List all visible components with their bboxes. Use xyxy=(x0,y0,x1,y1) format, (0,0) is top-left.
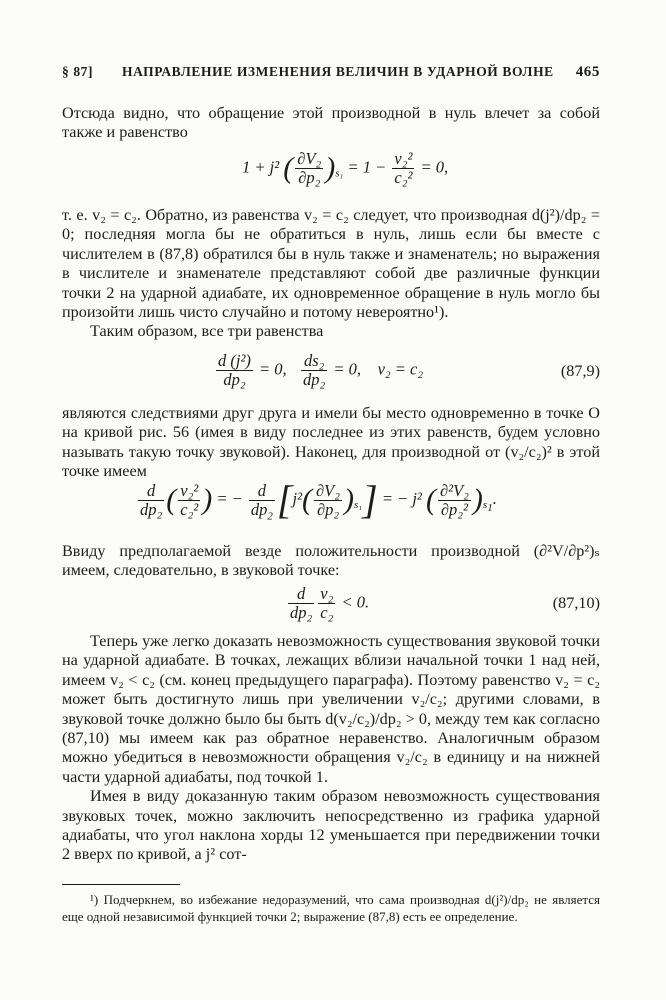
eq4-v: v₂ xyxy=(320,584,334,603)
eq3-dV: ∂V₂ xyxy=(316,480,340,500)
eq1-denominator: ∂p₂ xyxy=(298,168,321,187)
equation-1: 1 + j² ( $\frac{\text{∂V₂}}{\text{∂p₂}}$ )$_{s_1} = 1$ − $\frac{\text{v₂²}}{\text{c₂²}}$ = 0, xyxy=(242,149,449,187)
paragraph-6 xyxy=(62,632,600,865)
eq1-numerator-2: v₂² xyxy=(394,149,413,168)
eq3-subscript: s₁ xyxy=(354,499,363,512)
paragraph-6-text: Теперь уже легко доказать невозможность существования звуковой точки на ударной адиабате. В точках, лежащих вблизи начальной точки 1 над ней, имеем v₂ < c₂ (см. конец предыдущего параграфа). Поэтому равенство v₂ = c₂ может быть достигнуто лишь при увеличении v₂/c₂; другими словами, в звуковой точке должно было бы быть d(v₂/c₂)/dp₂ > 0, между тем как согласно (87,10) мы имеем как раз обратное неравенство. Аналогичным образом можно убедиться в невозможности обращения v₂/c₂ в единицу и на нижней части ударной адиабаты, под точкой 1. xyxy=(62,632,600,786)
paragraph-2-text: т. е. v₂ = c₂. Обратно, из равенства v₂ = c₂ следует, что производная d(j²)/dp₂ = 0; последняя могла бы не обратиться в нуль, лишь если бы вместе с числителем в (87,8) обратился бы в нуль также и знаменатель; но выражения в числителе и знаменателе представляют собой две различные функции точки 2 на ударной адиабате, их одновременное обращение в нуль могло бы произойти лишь чисто случайно и потому невероятно¹). xyxy=(62,206,600,322)
eq3-dp: dp₂ xyxy=(140,499,163,519)
eq3-equals-2: = − j² xyxy=(381,488,422,508)
eq1-subscript: s₁ xyxy=(335,167,344,180)
eq4-dp: dp₂ xyxy=(290,603,313,622)
eq3-d2V: ∂²V₂ xyxy=(440,480,469,500)
paragraph-5-text: Ввиду предполагаемой везде положительности производной (∂²V/∂p²)ₛ имеем, следовательно, в звуковой точке: xyxy=(62,542,600,580)
eq1-denominator-2: c₂² xyxy=(394,168,413,187)
paragraph-1-text: Отсюда видно, что обращение этой производной в нуль влечет за собой также и равенство xyxy=(62,104,600,142)
footnote xyxy=(62,892,600,925)
eq1-middle: = 1 − xyxy=(347,157,387,177)
eq4-inequality: < 0. xyxy=(341,592,370,612)
paragraph-1 xyxy=(62,104,600,143)
page-number: 465 xyxy=(575,64,600,80)
equation-87-10 xyxy=(286,585,369,622)
eq3-dp2: ∂p₂ xyxy=(316,499,340,519)
eq2-numerator-2: ds₂ xyxy=(301,352,327,371)
eq2-denominator-2: dp₂ xyxy=(303,370,326,389)
equation-87-9 xyxy=(214,352,423,389)
eq2-part-3: v₂ = c₂ xyxy=(377,359,424,379)
eq3-d: d xyxy=(138,482,164,501)
eq3-v: v₂² xyxy=(180,480,199,500)
eq3-end: . xyxy=(492,488,497,508)
eq1-numerator: ∂V₂ xyxy=(297,149,322,168)
paragraph-7-text: Имея в виду доказанную таким образом невозможность существования звуковых точек, можно заключить непосредственно из графика ударной адиабаты, что угол наклона хорды 12 уменьшается при передвижении точки 2 вверх по кривой, а j² сот- xyxy=(62,787,600,864)
section-ref: § 87] xyxy=(62,64,94,79)
eq4-d: d xyxy=(288,585,314,604)
eq4-c: c₂ xyxy=(320,603,334,622)
eq1-lhs: 1 + j² xyxy=(242,157,280,177)
eq3-equals: = − xyxy=(216,488,243,508)
paragraph-4 xyxy=(62,404,600,482)
eq3-j: j² xyxy=(292,488,303,508)
paragraph-4-text: являются следствиями друг друга и имели бы место одновременно в точке O на кривой рис. 56 (имея в виду последнее из этих равенств, будем условно называть такую точку звуковой). Наконец, для производной от (v₂/c₂)² в этой точке имеем xyxy=(62,404,600,481)
eq3-dp22: ∂p₂² xyxy=(440,499,468,519)
footnote-text: ¹) Подчеркнем, во избежание недоразумений, что сама производная d(j²)/dp₂ не является еще одной независимой функцией точки 2; выражение (87,8) есть ее определение. xyxy=(62,892,600,924)
equation-label-87-9: (87,9) xyxy=(560,362,600,380)
chapter-title: НАПРАВЛЕНИЕ ИЗМЕНЕНИЯ ВЕЛИЧИН В УДАРНОЙ ВОЛНЕ xyxy=(122,64,554,79)
eq2-denominator-1: dp₂ xyxy=(223,370,246,389)
eq3-c: c₂² xyxy=(180,499,199,519)
eq1-rhs: = 0, xyxy=(420,157,449,177)
equation-3: $\frac{d}{\text{dp₂}}$ ( $\frac{\text{v₂²}}{\text{c₂²}}$ ) = − $\frac{d}{dp_2}$ [j²( $\frac{\text{∂V₂}}{\text{∂p₂}}$ )$_{s_1}$] = − j² ( $\frac{\text{∂²V₂}}{\text{∂p₂²}}$ )$_{s_1}$. xyxy=(140,477,497,522)
eq2-numerator-1: d (j²) xyxy=(218,351,251,370)
equation-label-87-10: (87,10) xyxy=(552,594,600,612)
paragraph-3-text: Таким образом, все три равенства xyxy=(90,322,324,341)
paragraph-5 xyxy=(62,542,600,581)
paragraph-2 xyxy=(62,206,600,342)
eq2-part-2: = 0, xyxy=(333,359,362,379)
footnote-rule xyxy=(62,884,180,885)
eq2-part-1: = 0, xyxy=(259,359,287,379)
running-head xyxy=(62,64,600,86)
